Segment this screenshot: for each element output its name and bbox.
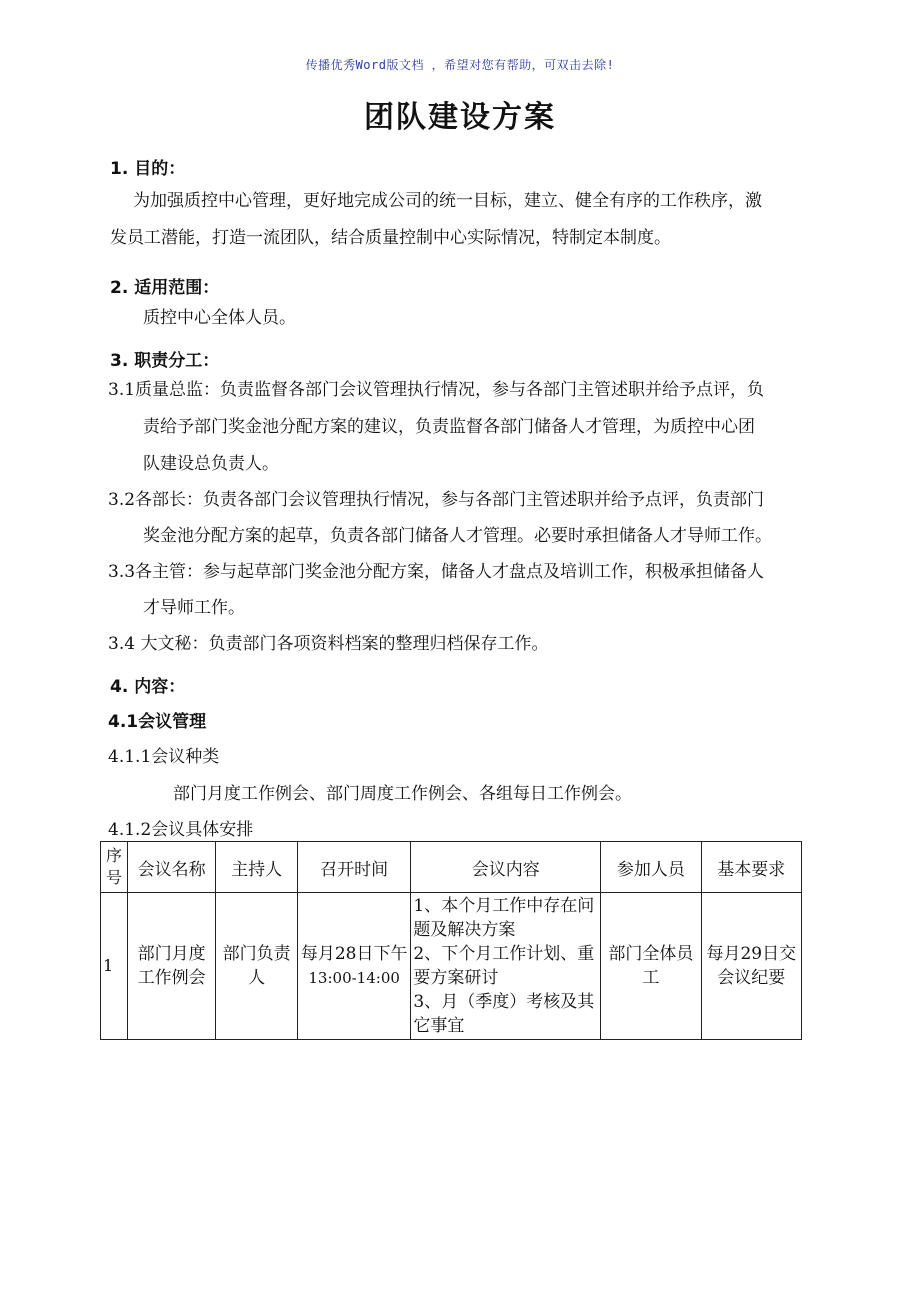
role-3-4: 3.4 大文秘：负责部门各项资料档案的整理归档保存工作。	[108, 634, 549, 654]
role-3-2-line-1: 3.2各部长：负责各部门会议管理执行情况，参与各部门主管述职并给予点评，负责部门	[108, 490, 765, 510]
cell-time-main: 每月28日下午	[300, 944, 408, 964]
role-3-2-line-2: 奖金池分配方案的起草，负责各部门储备人才管理。必要时承担储备人才导师工作。	[143, 526, 772, 546]
document-title: 团队建设方案	[364, 100, 556, 135]
content-item: 1、本个月工作中存在问题及解决方案	[413, 896, 595, 940]
role-3-3-line-1: 3.3各主管：参与起草部门奖金池分配方案，储备人才盘点及培训工作，积极承担储备人	[108, 562, 765, 582]
table-header-row	[101, 842, 802, 893]
section-1-heading: 1. 目的：	[110, 159, 186, 179]
cell-name: 部门月度工作例会	[127, 893, 215, 1040]
role-3-1-line-1: 3.1质量总监：负责监督各部门会议管理执行情况，参与各部门主管述职并给予点评，负	[108, 380, 765, 400]
col-header-no: 序号	[101, 842, 128, 893]
subsection-4-1-2: 4.1.2会议具体安排	[108, 820, 254, 840]
section-4-heading: 4. 内容：	[110, 677, 186, 697]
section-1-line-1: 为加强质控中心管理，更好地完成公司的统一目标，建立、健全有序的工作秩序，激	[133, 191, 762, 211]
cell-attendees: 部门全体员工	[601, 893, 701, 1040]
col-header-time: 召开时间	[297, 842, 411, 893]
cell-time	[297, 893, 411, 1040]
subsection-4-1-1: 4.1.1会议种类	[108, 747, 220, 767]
cell-requirement: 每月29日交会议纪要	[701, 893, 801, 1040]
col-header-requirement: 基本要求	[701, 842, 801, 893]
role-3-1-line-2: 责给予部门奖金池分配方案的建议，负责监督各部门储备人才管理，为质控中心团	[143, 417, 755, 437]
col-header-content: 会议内容	[411, 842, 601, 893]
meeting-types-text: 部门月度工作例会、部门周度工作例会、各组每日工作例会。	[173, 784, 632, 804]
cell-no: 1	[101, 893, 128, 1040]
content-item: 2、下个月工作计划、重要方案研讨	[413, 944, 595, 988]
col-header-name: 会议名称	[127, 842, 215, 893]
header-banner: 传播优秀Word版文档 ，希望对您有帮助，可双击去除!	[305, 58, 615, 72]
content-item: 3、月（季度）考核及其它事宜	[413, 992, 595, 1036]
role-3-3-line-2: 才导师工作。	[143, 598, 245, 618]
meeting-schedule-table	[100, 841, 802, 1040]
cell-host: 部门负责人	[216, 893, 298, 1040]
section-1-line-2: 发员工潜能，打造一流团队，结合质量控制中心实际情况，特制定本制度。	[110, 228, 671, 248]
section-3-heading: 3. 职责分工：	[110, 351, 220, 371]
section-2-heading: 2. 适用范围：	[110, 278, 220, 298]
col-header-attendees: 参加人员	[601, 842, 701, 893]
section-2-text: 质控中心全体人员。	[143, 308, 296, 328]
cell-time-range: 13:00-14:00	[308, 969, 400, 987]
role-3-1-line-3: 队建设总负责人。	[143, 454, 279, 474]
table-row	[101, 893, 802, 1040]
col-header-host: 主持人	[216, 842, 298, 893]
subsection-4-1: 4.1会议管理	[108, 712, 207, 732]
cell-content	[411, 893, 601, 1040]
